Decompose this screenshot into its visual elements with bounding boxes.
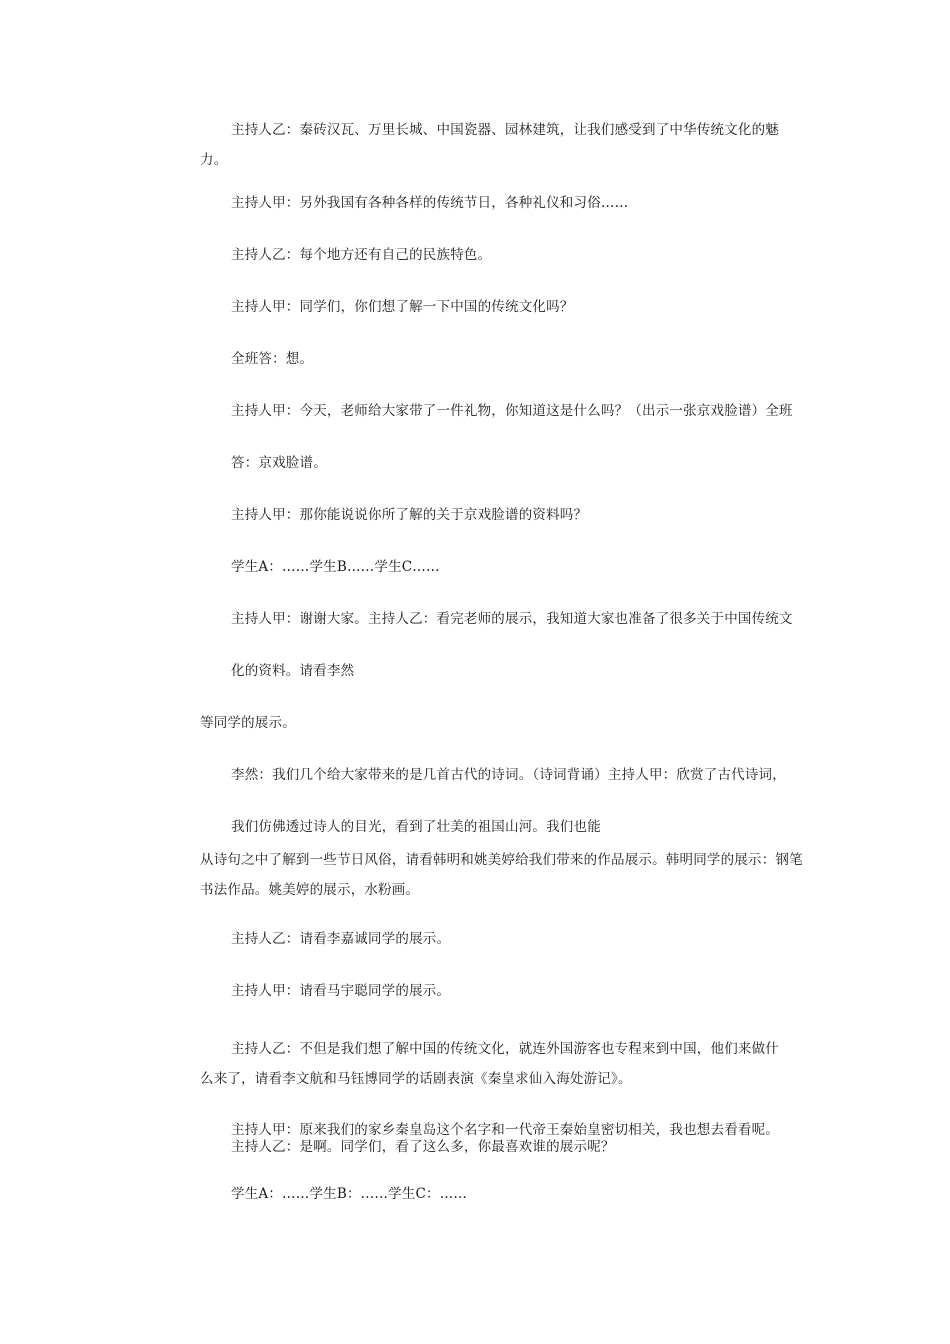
text-line: 主持人乙：每个地方还有自己的民族特色。 (231, 247, 492, 263)
text-line: 答：京戏脸谱。 (231, 455, 327, 471)
text-line: 么来了，请看李文航和马钰博同学的话剧表演《秦皇求仙入海处游记》。 (200, 1071, 632, 1087)
text-line: 学生A：……学生B……学生C…… (231, 559, 440, 575)
text-line: 主持人乙：是啊。同学们，看了这么多，你最喜欢谁的展示呢？ (231, 1139, 615, 1155)
text-line: 主持人甲：另外我国有各种各样的传统节日，各种礼仪和习俗…… (231, 195, 629, 211)
text-line: 主持人甲：那你能说说你所了解的关于京戏脸谱的资料吗？ (231, 507, 588, 523)
text-line: 从诗句之中了解到一些节日风俗，请看韩明和姚美婷给我们带来的作品展示。韩明同学的展示：钢笔 (200, 852, 803, 868)
text-line: 主持人甲：今天，老师给大家带了一件礼物，你知道这是什么吗？（出示一张京戏脸谱）全班 (231, 403, 793, 419)
text-line: 主持人甲：请看马宇聪同学的展示。 (231, 983, 451, 999)
text-line: 我们仿佛透过诗人的目光，看到了壮美的祖国山河。我们也能 (231, 819, 601, 835)
text-line: 化的资料。请看李然 (231, 663, 355, 679)
text-line: 主持人乙：秦砖汉瓦、万里长城、中国瓷器、园林建筑，让我们感受到了中华传统文化的魅 (231, 122, 779, 138)
text-line: 李然：我们几个给大家带来的是几首古代的诗词。（诗词背诵）主持人甲：欣赏了古代诗词， (231, 767, 786, 783)
text-line: 主持人甲：同学们，你们想了解一下中国的传统文化吗？ (231, 299, 574, 315)
text-line: 等同学的展示。 (200, 715, 296, 731)
text-line: 全班答：想。 (231, 351, 314, 367)
text-line: 主持人乙：请看李嘉诚同学的展示。 (231, 931, 451, 947)
text-line: 力。 (200, 152, 228, 168)
text-line: 主持人甲：谢谢大家。主持人乙：看完老师的展示，我知道大家也准备了很多关于中国传统文 (231, 611, 793, 627)
text-line: 书法作品。姚美婷的展示，水粉画。 (200, 882, 420, 898)
text-line: 主持人乙：不但是我们想了解中国的传统文化，就连外国游客也专程来到中国，他们来做什 (231, 1041, 779, 1057)
text-line: 主持人甲：原来我们的家乡秦皇岛这个名字和一代帝王秦始皇密切相关，我也想去看看呢。 (231, 1122, 779, 1138)
text-line: 学生A：……学生B：……学生C：…… (231, 1186, 468, 1202)
